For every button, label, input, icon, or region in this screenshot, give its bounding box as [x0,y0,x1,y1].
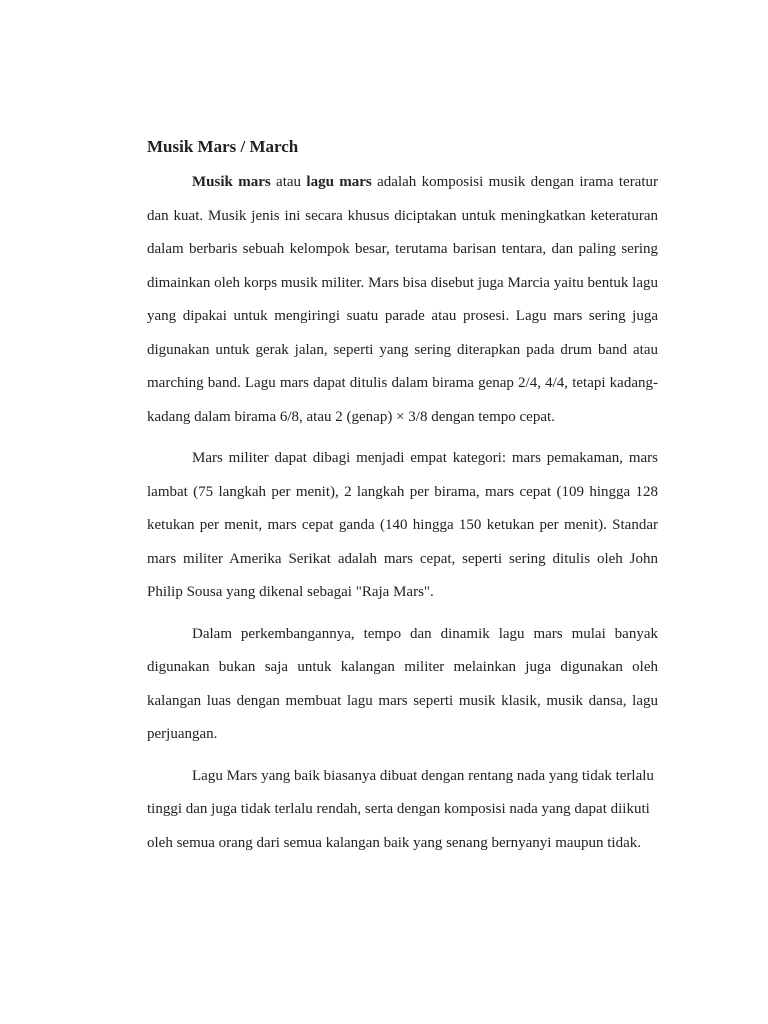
term-lagu-mars: lagu mars [306,174,372,190]
paragraph-good-march: Lagu Mars yang baik biasanya dibuat dengan rentang nada yang tidak terlalu tinggi dan juga tidak terlalu rendah, serta dengan komposisi nada yang dapat diikuti oleh semua orang dari semua kalangan baik yang senang bernyanyi maupun tidak. [147,767,654,851]
paragraph-definition [147,166,658,434]
document-body [147,166,658,868]
paragraph-definition-text: adalah komposisi musik dengan irama teratur dan kuat. Musik jenis ini secara khusus diciptakan untuk meningkatkan keteraturan dalam berbaris sebuah kelompok besar, terutama barisan tentara, dan paling sering dimainkan oleh korps musik militer. Mars bisa disebut juga Marcia yaitu bentuk lagu yang dipakai untuk mengiringi suatu parade atau prosesi. Lagu mars sering juga digunakan untuk gerak jalan, seperti yang sering diterapkan pada drum band atau marching band. Lagu mars dapat ditulis dalam birama genap 2/4, 4/4, tetapi kadang-kadang dalam birama 6/8, atau 2 (genap) × 3/8 dengan tempo cepat. [147,174,659,425]
paragraph-development: Dalam perkembangannya, tempo dan dinamik lagu mars mulai banyak digunakan bukan saja untuk kalangan militer melainkan juga digunakan oleh kalangan luas dengan membuat lagu mars seperti musik klasik, musik dansa, lagu perjuangan. [147,625,658,742]
paragraph-categories: Mars militer dapat dibagi menjadi empat kategori: mars pemakaman, mars lambat (75 langkah per menit), 2 langkah per birama, mars cepat (109 hingga 128 ketukan per menit, mars cepat ganda (140 hingga 150 ketukan per menit). Standar mars militer Amerika Serikat adalah mars cepat, seperti sering ditulis oleh John Philip Sousa yang dikenal sebagai "Raja Mars". [147,450,658,600]
document-title: Musik Mars / March [147,137,299,156]
conjunction-text: atau [270,174,307,190]
term-musik-mars: Musik mars [192,174,271,190]
